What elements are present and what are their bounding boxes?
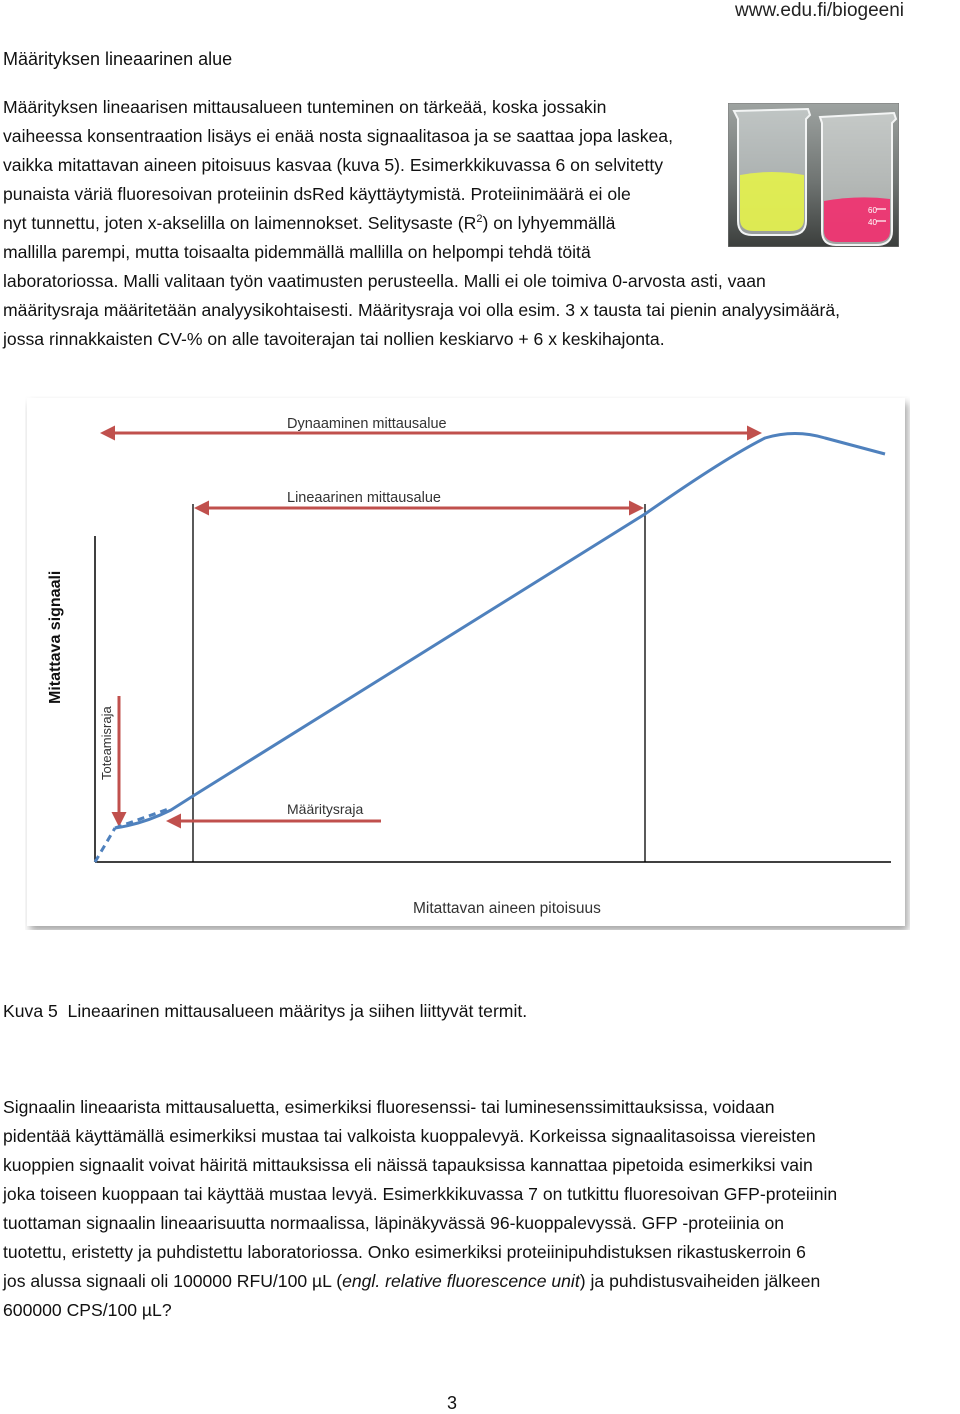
text-line: Signaalin lineaarista mittausaluetta, esimerkiksi fluoresenssi- tai luminesenssimittauksissa, voidaan xyxy=(3,1097,775,1117)
graduation-label: 40 xyxy=(868,218,877,227)
text-line: jossa rinnakkaisten CV-% on alle tavoiterajan tai nollien keskiarvo + 6 x keskihajonta. xyxy=(3,329,665,349)
text-fragment: nyt tunnettu, joten x-akselilla on laimennokset. Selitysaste (R xyxy=(3,213,477,233)
text-line: tuottaman signaalin lineaarisuutta normaalissa, läpinäkyvässä 96-kuoppalevyssä. GFP -proteiinia on xyxy=(3,1213,785,1233)
site-url: www.edu.fi/biogeeni xyxy=(735,0,904,21)
text-line: pidentää käyttämällä esimerkiksi mustaa tai valkoista kuoppalevyä. Korkeissa signaalitasoissa viereisten xyxy=(3,1126,816,1146)
range-diagram xyxy=(25,396,910,930)
text-line: määritysraja määritetään analyysikohtaisesti. Määritysraja voi olla esim. 3 x tausta tai pienin analyysimäärä, xyxy=(3,300,841,320)
detection-limit-label: Toteamisraja xyxy=(99,706,114,780)
page-number: 3 xyxy=(447,1393,458,1413)
graduation-label: 60 xyxy=(868,206,877,215)
figure-caption: Kuva 5 Lineaarinen mittausalueen määritys ja siihen liittyvät termit. xyxy=(3,1001,528,1021)
text-line: vaikka mitattavan aineen pitoisuus kasvaa (kuva 5). Esimerkkikuvassa 6 on selvitetty xyxy=(3,155,664,175)
figure-panel xyxy=(27,398,905,926)
superscript: 2 xyxy=(476,213,483,226)
text-line: laboratoriossa. Malli valitaan työn vaatimusten perusteella. Malli ei ole toimiva 0-arvosta asti, vaan xyxy=(3,271,766,291)
quantitation-limit-label: Määritysraja xyxy=(287,801,364,817)
yellow-liquid xyxy=(740,172,804,231)
body-paragraph xyxy=(3,1093,933,1325)
text-line: joka toiseen kuoppaan tai käyttää mustaa levyä. Esimerkkikuvassa 7 on tutkittu fluoresoivan GFP-proteiinin xyxy=(3,1184,838,1204)
section-heading: Määrityksen lineaarinen alue xyxy=(3,49,233,69)
text-fragment: ) on lyhyemmällä xyxy=(482,213,616,233)
text-line: 600000 CPS/100 µL? xyxy=(3,1300,172,1320)
text-line: kuoppien signaalit voivat häiritä mittauksissa eli näissä tapauksissa kannattaa pipetoida esimerkiksi vain xyxy=(3,1155,813,1175)
text-line: vaiheessa konsentraation lisäys ei enää nosta signaalitasoa ja se saattaa jopa laskea, xyxy=(3,126,673,146)
text-line: punaista väriä fluoresoivan proteiinin dsRed käyttäytymistä. Proteiinimäärä ei ole xyxy=(3,184,631,204)
beaker-photo xyxy=(728,103,899,247)
y-axis-label: Mitattava signaali xyxy=(47,570,64,704)
x-axis-label: Mitattavan aineen pitoisuus xyxy=(413,900,601,917)
linear-range-label: Lineaarinen mittausalue xyxy=(287,490,441,506)
text-line: Määrityksen lineaarisen mittausalueen tunteminen on tärkeää, koska jossakin xyxy=(3,97,607,117)
dynamic-range-label: Dynaaminen mittausalue xyxy=(287,416,447,432)
text-line: tuotettu, eristetty ja puhdistettu laboratoriossa. Onko esimerkiksi proteiinipuhdistuksen rikastuskerroin 6 xyxy=(3,1242,806,1262)
text-line xyxy=(3,1267,933,1296)
italic-term: engl. relative fluorescence unit xyxy=(342,1271,580,1291)
pink-liquid xyxy=(824,197,890,242)
text-fragment: jos alussa signaali oli 100000 RFU/100 µL ( xyxy=(3,1271,343,1291)
text-fragment: ) ja puhdistusvaiheiden jälkeen xyxy=(579,1271,821,1291)
text-line: mallilla parempi, mutta toisaalta pidemmällä mallilla on helpompi tehdä töitä xyxy=(3,242,591,262)
